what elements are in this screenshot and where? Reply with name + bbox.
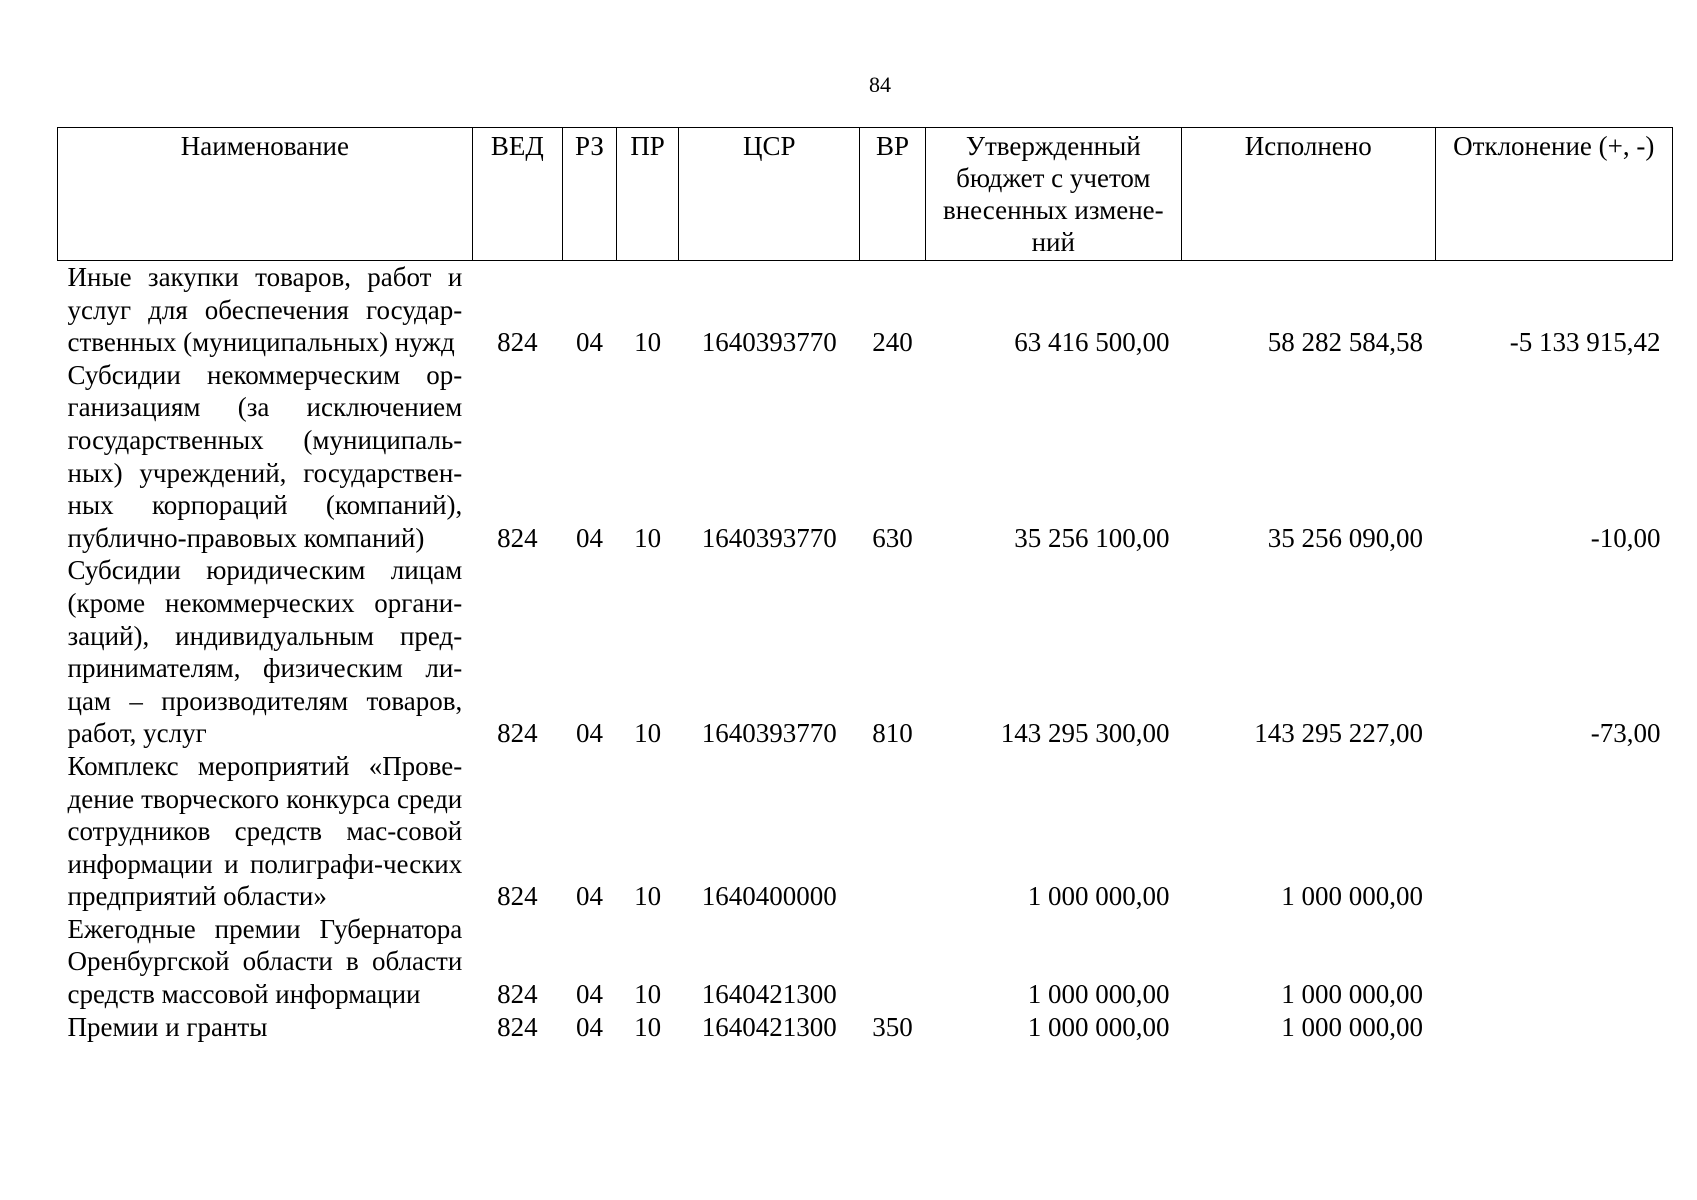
row-name: Ежегодные премии Губернатора Оренбургской области в области средств массовой информации: [67, 913, 463, 1010]
row-approved: 143 295 300,00: [1000, 718, 1170, 749]
row-vr: 630: [872, 522, 913, 553]
page-number: 84: [869, 72, 891, 97]
table-row: [58, 750, 1673, 913]
row-name: Премии и гранты: [67, 1011, 268, 1042]
row-pr: 10: [634, 522, 662, 553]
row-pr: 10: [634, 718, 662, 749]
row-csr: 1640393770: [701, 327, 837, 358]
budget-table: [57, 127, 1673, 1043]
table-row: [58, 261, 1673, 359]
header-approved: Утвержденный бюджет с учетом внесенных измене-ний: [925, 128, 1181, 261]
row-deviation: -5 133 915,42: [1509, 327, 1661, 358]
row-pr: 10: [634, 979, 662, 1010]
row-deviation: -73,00: [1590, 718, 1661, 749]
row-ved: 824: [497, 522, 538, 553]
row-name: Иные закупки товаров, работ и услуг для обеспечения государ-ственных (муниципальных) нужд: [67, 262, 463, 358]
row-deviation: [1435, 750, 1673, 913]
row-name: Комплекс мероприятий «Прове-дение творческого конкурса среди сотрудников средств мас-совой информации и полиграфи-ческих предприятий области»: [67, 750, 463, 912]
row-ved: 824: [497, 1011, 538, 1042]
table-row: [58, 554, 1673, 750]
row-executed: 143 295 227,00: [1254, 718, 1423, 749]
row-rz: 04: [575, 327, 603, 358]
row-rz: 04: [575, 718, 603, 749]
table-row: [58, 913, 1673, 1011]
row-name: Субсидии некоммерческим ор-ганизациям (за исключением государственных (муниципаль-ных) учреждений, государствен-ных корпораций (компаний), публично-правовых компаний): [67, 359, 463, 553]
row-csr: 1640393770: [701, 718, 837, 749]
header-pr: ПР: [617, 128, 679, 261]
row-ved: 824: [497, 718, 538, 749]
row-approved: 1 000 000,00: [1027, 881, 1170, 912]
row-rz: 04: [575, 979, 603, 1010]
row-pr: 10: [634, 1011, 662, 1042]
row-pr: 10: [634, 881, 662, 912]
row-deviation: [1435, 1011, 1673, 1044]
row-csr: 1640400000: [701, 881, 837, 912]
table-header-row: [58, 128, 1673, 261]
row-name: Субсидии юридическим лицам (кроме некоммерческих органи-заций), индивидуальным пред-принимателям, физическим ли-цам – производителям товаров, работ, услуг: [67, 555, 463, 749]
row-approved: 1 000 000,00: [1027, 979, 1170, 1010]
row-rz: 04: [575, 881, 603, 912]
row-csr: 1640421300: [701, 979, 837, 1010]
table-row: [58, 359, 1673, 555]
row-ved: 824: [497, 881, 538, 912]
row-vr: 350: [872, 1011, 913, 1042]
row-pr: 10: [634, 327, 662, 358]
row-csr: 1640421300: [701, 1011, 837, 1042]
header-ved: ВЕД: [472, 128, 562, 261]
table-row: [58, 1011, 1673, 1044]
header-name: Наименование: [58, 128, 473, 261]
row-executed: 1 000 000,00: [1281, 979, 1423, 1010]
row-ved: 824: [497, 979, 538, 1010]
row-executed: 1 000 000,00: [1281, 1011, 1423, 1042]
row-executed: 58 282 584,58: [1267, 327, 1423, 358]
header-deviation: Отклонение (+, -): [1435, 128, 1673, 261]
row-deviation: -10,00: [1590, 522, 1661, 553]
row-rz: 04: [575, 522, 603, 553]
header-rz: РЗ: [562, 128, 616, 261]
row-executed: 1 000 000,00: [1281, 881, 1423, 912]
row-approved: 63 416 500,00: [1014, 327, 1170, 358]
row-csr: 1640393770: [701, 522, 837, 553]
row-vr: 810: [872, 718, 913, 749]
row-rz: 04: [575, 1011, 603, 1042]
row-executed: 35 256 090,00: [1267, 522, 1423, 553]
row-vr: [860, 913, 925, 1011]
row-vr: 240: [872, 327, 913, 358]
row-vr: [860, 750, 925, 913]
header-executed: Исполнено: [1182, 128, 1435, 261]
row-approved: 1 000 000,00: [1027, 1011, 1170, 1042]
header-csr: ЦСР: [679, 128, 860, 261]
row-deviation: [1435, 913, 1673, 1011]
row-ved: 824: [497, 327, 538, 358]
row-approved: 35 256 100,00: [1014, 522, 1170, 553]
header-vr: ВР: [860, 128, 925, 261]
